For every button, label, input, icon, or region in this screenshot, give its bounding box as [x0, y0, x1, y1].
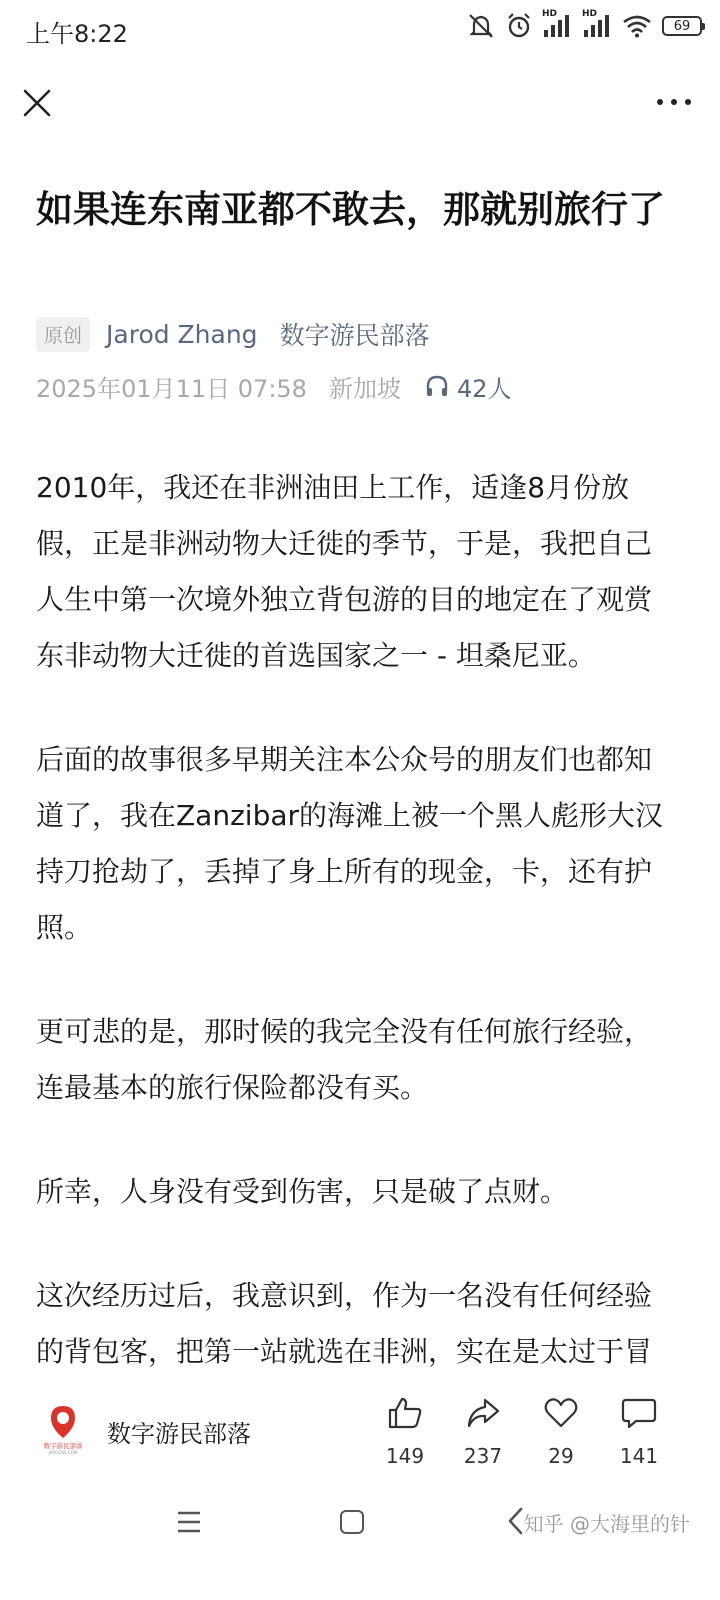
- favorite-count: 29: [548, 1444, 574, 1468]
- comment-button[interactable]: [604, 1396, 674, 1468]
- heart-icon: [543, 1396, 579, 1430]
- recent-apps-icon[interactable]: [176, 1510, 202, 1534]
- like-button[interactable]: [370, 1396, 440, 1468]
- article-title: 如果连东南亚都不敢去，那就别旅行了: [36, 188, 665, 231]
- battery-icon: [662, 16, 702, 36]
- logo-subtext: JAROOSE.COM: [48, 1450, 78, 1455]
- account-name[interactable]: 数字游民部落: [107, 1420, 251, 1448]
- article-paragraph: 更可悲的是，那时候的我完全没有任何旅行经验，连最基本的旅行保险都没有买。: [36, 1015, 653, 1104]
- status-bar: [0, 0, 720, 60]
- article-paragraph: 2010年，我还在非洲油田上工作，适逢8月份放假，正是非洲动物大迁徙的季节，于是，我把自己人生中第一次境外独立背包游的目的地定在了观赏东非动物大迁徙的首选国家之一 - 坦桑尼亚。: [36, 471, 653, 672]
- status-icons: [466, 9, 702, 40]
- system-nav-bar: [0, 1490, 720, 1560]
- favorite-button[interactable]: [526, 1396, 596, 1468]
- original-badge: 原创: [36, 317, 90, 352]
- share-button[interactable]: [448, 1396, 518, 1468]
- close-icon[interactable]: [20, 86, 54, 120]
- logo-text: 数字游民部落: [43, 1442, 83, 1450]
- account-logo[interactable]: [38, 1404, 88, 1454]
- hd-label: HD: [582, 9, 598, 19]
- share-icon: [465, 1396, 501, 1430]
- article-body: [36, 460, 676, 1380]
- article-paragraph: 所幸，人身没有受到伤害，只是破了点财。: [36, 1175, 569, 1208]
- signal-1: [542, 9, 572, 39]
- thumbs-up-icon: [387, 1396, 423, 1430]
- wifi-icon: [622, 14, 652, 38]
- like-count: 149: [385, 1444, 425, 1468]
- status-time: 上午8:22: [26, 20, 128, 48]
- publish-location: 新加坡: [328, 374, 401, 403]
- more-icon[interactable]: [654, 90, 694, 114]
- author-row: [36, 316, 430, 352]
- alarm-icon: [506, 12, 532, 40]
- share-count: 237: [463, 1444, 503, 1468]
- watermark: 知乎 @大海里的针: [523, 1512, 690, 1536]
- bottom-action-bar: [0, 1382, 720, 1482]
- headphones-icon: [425, 374, 449, 398]
- comment-icon: [621, 1396, 657, 1430]
- article-paragraph: 这次经历过后，我意识到，作为一名没有任何经验的背包客，把第一站就选在非洲，实在是太过于冒: [36, 1279, 653, 1368]
- mute-icon: [466, 12, 496, 40]
- home-icon[interactable]: [340, 1510, 364, 1534]
- account-link[interactable]: 数字游民部落: [279, 321, 430, 350]
- publish-info-row: [36, 368, 512, 404]
- battery-level: 69: [673, 18, 691, 34]
- hd-label: HD: [542, 9, 558, 19]
- publish-datetime: 2025年01月11日 07:58: [36, 374, 307, 403]
- listen-button[interactable]: [425, 369, 512, 404]
- article-paragraph: 后面的故事很多早期关注本公众号的朋友们也都知道了，我在Zanzibar的海滩上被一个黑人彪形大汉持刀抢劫了，丢掉了身上所有的现金，卡，还有护照。: [36, 743, 664, 944]
- signal-2: [582, 9, 612, 39]
- author-link[interactable]: Jarod Zhang: [106, 319, 258, 349]
- top-nav: [0, 80, 720, 130]
- listener-count: 42人: [456, 374, 512, 403]
- comment-count: 141: [619, 1444, 659, 1468]
